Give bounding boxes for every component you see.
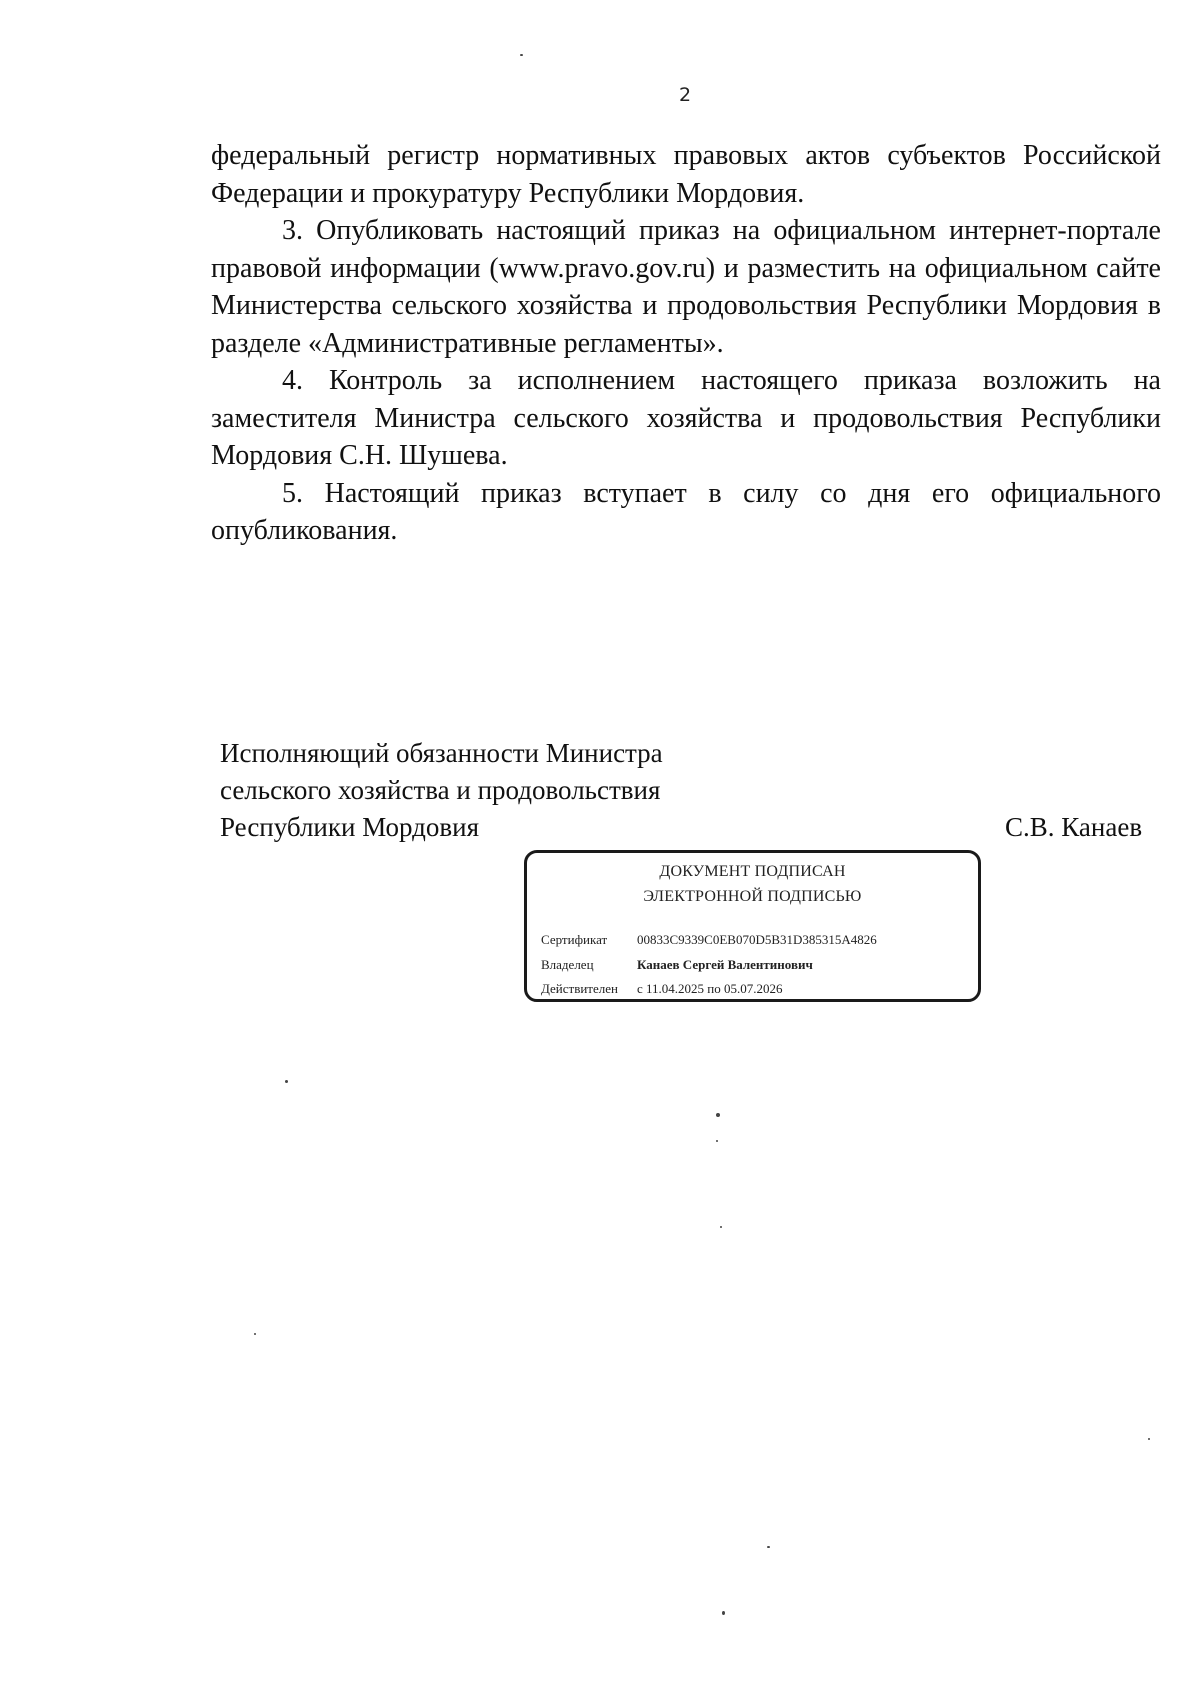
stamp-validity-value: с 11.04.2025 по 05.07.2026 [637, 981, 783, 996]
scan-speck [767, 1546, 770, 1548]
scan-speck [520, 54, 523, 56]
stamp-certificate-label: Сертификат [541, 932, 608, 947]
scan-speck [716, 1140, 718, 1142]
stamp-title-line: ЭЛЕКТРОННОЙ ПОДПИСЬЮ [643, 888, 862, 905]
paragraph-item-5: 5. Настоящий приказ вступает в силу со дня его официального опубликования. [211, 477, 1161, 546]
scan-speck [1148, 1438, 1150, 1440]
stamp-certificate-row [541, 932, 877, 948]
scan-speck [716, 1113, 720, 1117]
paragraph-item-3: 3. Опубликовать настоящий приказ на официальном интернет-портале правовой информации (www.pravo.gov.ru) и разместить на официальном сайте Министерства сельского хозяйства и продовольствия Республики Мордовия в разделе «Административные регламенты». [211, 215, 1161, 359]
signatory-position-line: сельского хозяйства и продовольствия [220, 775, 661, 805]
signatory-position [220, 735, 663, 846]
paragraph-item-4: 4. Контроль за исполнением настоящего приказа возложить на заместителя Министра сельского хозяйства и продовольствия Республики Мордовия С.Н. Шушева. [211, 365, 1161, 471]
scan-speck [720, 1226, 722, 1228]
paragraph-continuation: федеральный регистр нормативных правовых актов субъектов Российской Федерации и прокуратуру Республики Мордовия. [211, 140, 1161, 209]
signatory-name: С.В. Канаев [1005, 812, 1143, 842]
stamp-validity-label: Действителен [541, 981, 618, 996]
stamp-title-line: ДОКУМЕНТ ПОДПИСАН [659, 863, 846, 880]
scan-speck [285, 1080, 288, 1083]
scan-speck [254, 1333, 256, 1335]
signatory-position-line: Исполняющий обязанности Министра [220, 738, 663, 768]
stamp-owner-row [541, 957, 813, 973]
scan-speck [722, 1611, 725, 1615]
stamp-owner-label: Владелец [541, 957, 594, 972]
electronic-signature-stamp [524, 850, 981, 1002]
page-number: 2 [678, 84, 692, 106]
stamp-validity-row [541, 981, 783, 997]
signatory-position-line: Республики Мордовия [220, 812, 480, 842]
stamp-certificate-value: 00833C9339C0EB070D5B31D385315A4826 [637, 932, 877, 947]
stamp-owner-value: Канаев Сергей Валентинович [637, 957, 813, 972]
document-body [211, 137, 1161, 550]
